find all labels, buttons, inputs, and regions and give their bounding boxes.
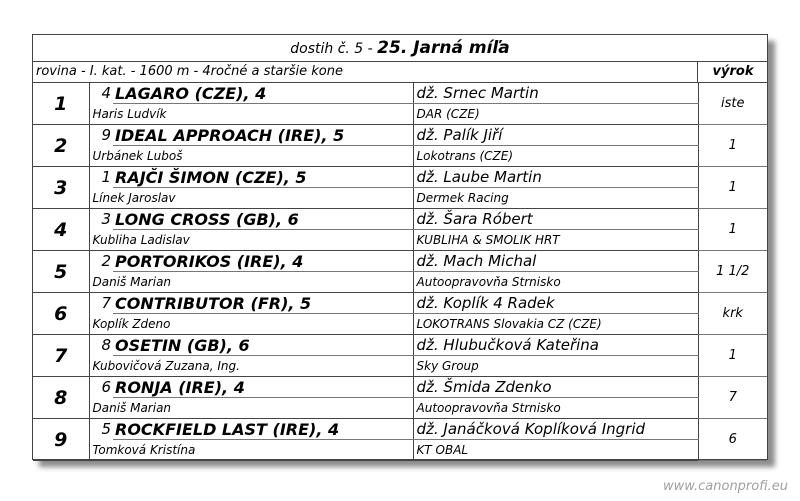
trainer-name: Daniš Marian bbox=[89, 398, 413, 419]
results-table bbox=[33, 83, 767, 461]
trainer-name: Kubliha Ladislav bbox=[89, 230, 413, 251]
horse-name: PORTORIKOS (IRE), 4 bbox=[113, 251, 413, 272]
jockey-name: dž. Janáčková Koplíková Ingrid bbox=[413, 419, 698, 440]
result-row-details bbox=[33, 356, 767, 377]
start-number: 8 bbox=[101, 336, 111, 355]
race-conditions: rovina - I. kat. - 1600 m - 4ročné a staršie kone bbox=[36, 64, 343, 79]
trainer-name: Daniš Marian bbox=[89, 272, 413, 293]
jockey-name: dž. Koplík 4 Radek bbox=[413, 293, 698, 314]
race-prefix: dostih č. 5 - bbox=[290, 41, 378, 57]
jockey-name: dž. Šmida Zdenko bbox=[413, 377, 698, 398]
start-number: 3 bbox=[101, 210, 111, 229]
result-row-details bbox=[33, 146, 767, 167]
vyrok-value: krk bbox=[698, 293, 767, 335]
jockey-name: dž. Srnec Martin bbox=[413, 83, 698, 104]
start-number: 2 bbox=[101, 252, 111, 271]
result-row bbox=[33, 251, 767, 272]
result-row bbox=[33, 167, 767, 188]
horse-name: LAGARO (CZE), 4 bbox=[113, 83, 413, 104]
owner-name: DAR (CZE) bbox=[413, 104, 698, 125]
trainer-name: Urbánek Luboš bbox=[89, 146, 413, 167]
trainer-name: Koplík Zdeno bbox=[89, 314, 413, 335]
owner-name: Sky Group bbox=[413, 356, 698, 377]
result-row-details bbox=[33, 398, 767, 419]
jockey-name: dž. Laube Martin bbox=[413, 167, 698, 188]
race-conditions-row bbox=[33, 62, 767, 83]
vyrok-value: 1 bbox=[698, 167, 767, 209]
owner-name: Dermek Racing bbox=[413, 188, 698, 209]
trainer-name: Kubovičová Zuzana, Ing. bbox=[89, 356, 413, 377]
owner-name: Autoopravovňa Strnisko bbox=[413, 398, 698, 419]
result-row bbox=[33, 209, 767, 230]
start-number: 7 bbox=[101, 294, 111, 313]
start-number: 6 bbox=[101, 378, 111, 397]
place: 7 bbox=[33, 335, 89, 377]
result-row-details bbox=[33, 314, 767, 335]
vyrok-value: 1 bbox=[698, 125, 767, 167]
vyrok-value: 1 1/2 bbox=[698, 251, 767, 293]
owner-name: KT OBAL bbox=[413, 440, 698, 461]
owner-name: LOKOTRANS Slovakia CZ (CZE) bbox=[413, 314, 698, 335]
result-row bbox=[33, 419, 767, 440]
vyrok-header: výrok bbox=[697, 62, 768, 82]
horse-name: LONG CROSS (GB), 6 bbox=[113, 209, 413, 230]
result-row-details bbox=[33, 188, 767, 209]
jockey-name: dž. Palík Jiří bbox=[413, 125, 698, 146]
jockey-name: dž. Hlubučková Kateřina bbox=[413, 335, 698, 356]
result-row bbox=[33, 83, 767, 104]
trainer-name: Tomková Kristína bbox=[89, 440, 413, 461]
place: 4 bbox=[33, 209, 89, 251]
owner-name: Autoopravovňa Strnisko bbox=[413, 272, 698, 293]
owner-name: KUBLIHA & SMOLIK HRT bbox=[413, 230, 698, 251]
horse-name: RAJČI ŠIMON (CZE), 5 bbox=[113, 167, 413, 188]
watermark: www.canonprofi.eu bbox=[662, 479, 788, 494]
result-row bbox=[33, 335, 767, 356]
results-sheet bbox=[32, 34, 768, 460]
owner-name: Lokotrans (CZE) bbox=[413, 146, 698, 167]
horse-name: ROCKFIELD LAST (IRE), 4 bbox=[113, 419, 413, 440]
result-row-details bbox=[33, 104, 767, 125]
vyrok-value: 1 bbox=[698, 209, 767, 251]
horse-name: OSETIN (GB), 6 bbox=[113, 335, 413, 356]
result-row bbox=[33, 377, 767, 398]
result-row-details bbox=[33, 440, 767, 461]
trainer-name: Línek Jaroslav bbox=[89, 188, 413, 209]
vyrok-value: 7 bbox=[698, 377, 767, 419]
vyrok-value: iste bbox=[698, 83, 767, 125]
trainer-name: Haris Ludvík bbox=[89, 104, 413, 125]
place: 1 bbox=[33, 83, 89, 125]
jockey-name: dž. Šara Róbert bbox=[413, 209, 698, 230]
vyrok-value: 6 bbox=[698, 419, 767, 461]
result-row bbox=[33, 125, 767, 146]
result-row-details bbox=[33, 272, 767, 293]
horse-name: RONJA (IRE), 4 bbox=[113, 377, 413, 398]
horse-name: CONTRIBUTOR (FR), 5 bbox=[113, 293, 413, 314]
place: 8 bbox=[33, 377, 89, 419]
race-title bbox=[33, 35, 767, 62]
result-row-details bbox=[33, 230, 767, 251]
start-number: 1 bbox=[101, 168, 111, 187]
place: 6 bbox=[33, 293, 89, 335]
vyrok-value: 1 bbox=[698, 335, 767, 377]
race-name: 25. Jarná míľa bbox=[377, 38, 510, 58]
place: 3 bbox=[33, 167, 89, 209]
jockey-name: dž. Mach Michal bbox=[413, 251, 698, 272]
place: 9 bbox=[33, 419, 89, 461]
horse-name: IDEAL APPROACH (IRE), 5 bbox=[113, 125, 413, 146]
start-number: 5 bbox=[101, 420, 111, 439]
start-number: 4 bbox=[101, 84, 111, 103]
place: 5 bbox=[33, 251, 89, 293]
result-row bbox=[33, 293, 767, 314]
place: 2 bbox=[33, 125, 89, 167]
start-number: 9 bbox=[101, 126, 111, 145]
